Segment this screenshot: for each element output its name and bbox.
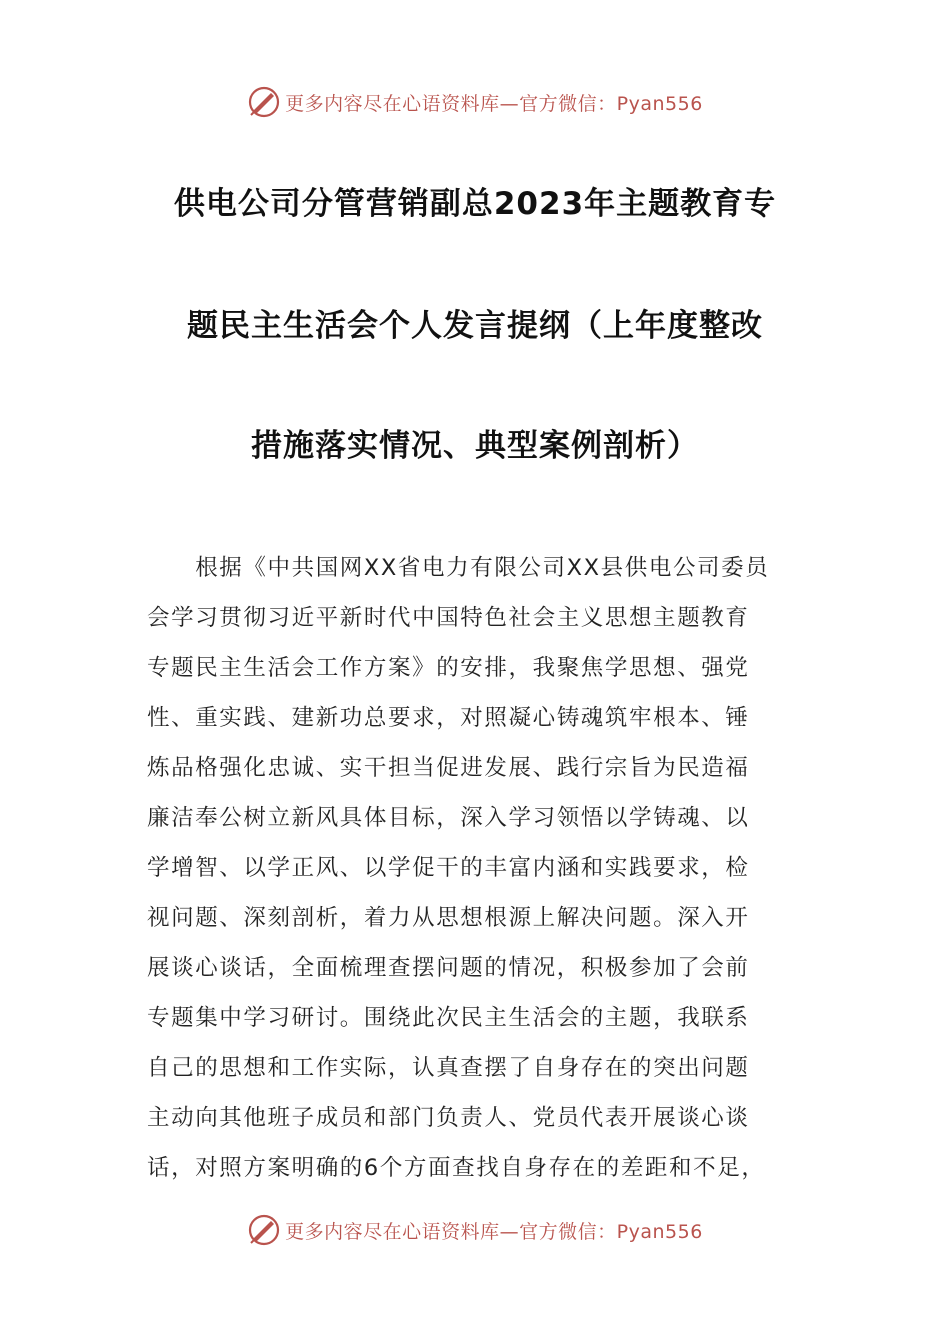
document-title-line-1: 供电公司分管营销副总2023年主题教育专 (173, 186, 777, 222)
body-line: 专题集中学习研讨。围绕此次民主生活会的主题，我联系 (147, 1005, 750, 1031)
body-line: 会学习贯彻习近平新时代中国特色社会主义思想主题教育 (147, 605, 750, 631)
body-line: 廉洁奉公树立新风具体目标，深入学习领悟以学铸魂、以 (147, 805, 750, 831)
watermark-footer (0, 1210, 950, 1250)
watermark-text: 更多内容尽在心语资料库—官方微信：Pyan556 (285, 1220, 703, 1243)
body-line: 专题民主生活会工作方案》的安排，我聚焦学思想、强党 (147, 655, 750, 681)
body-line: 视问题、深刻剖析，着力从思想根源上解决问题。深入开 (147, 905, 750, 931)
body-line: 自己的思想和工作实际，认真查摆了自身存在的突出问题 (147, 1055, 750, 1081)
document-title-line-3: 措施落实情况、典型案例剖析） (251, 428, 699, 464)
body-line: 展谈心谈话，全面梳理查摆问题的情况，积极参加了会前 (147, 955, 750, 981)
pen-logo-icon (247, 1213, 281, 1247)
body-line: 性、重实践、建新功总要求，对照凝心铸魂筑牢根本、锤 (147, 705, 750, 731)
body-line: 主动向其他班子成员和部门负责人、党员代表开展谈心谈 (147, 1105, 750, 1131)
pen-logo-icon (247, 85, 281, 119)
body-line: 学增智、以学正风、以学促干的丰富内涵和实践要求，检 (147, 855, 750, 881)
body-paragraph (147, 543, 807, 1193)
document-title-line-2: 题民主生活会个人发言提纲（上年度整改 (187, 308, 763, 344)
body-line: 炼品格强化忠诚、实干担当促进发展、践行宗旨为民造福 (147, 755, 750, 781)
body-line: 话，对照方案明确的6个方面查找自身存在的差距和不足， (147, 1155, 766, 1181)
body-line: 根据《中共国网XX省电力有限公司XX县供电公司委员 (147, 555, 770, 581)
watermark-text: 更多内容尽在心语资料库—官方微信：Pyan556 (285, 92, 703, 115)
watermark-header (0, 82, 950, 122)
